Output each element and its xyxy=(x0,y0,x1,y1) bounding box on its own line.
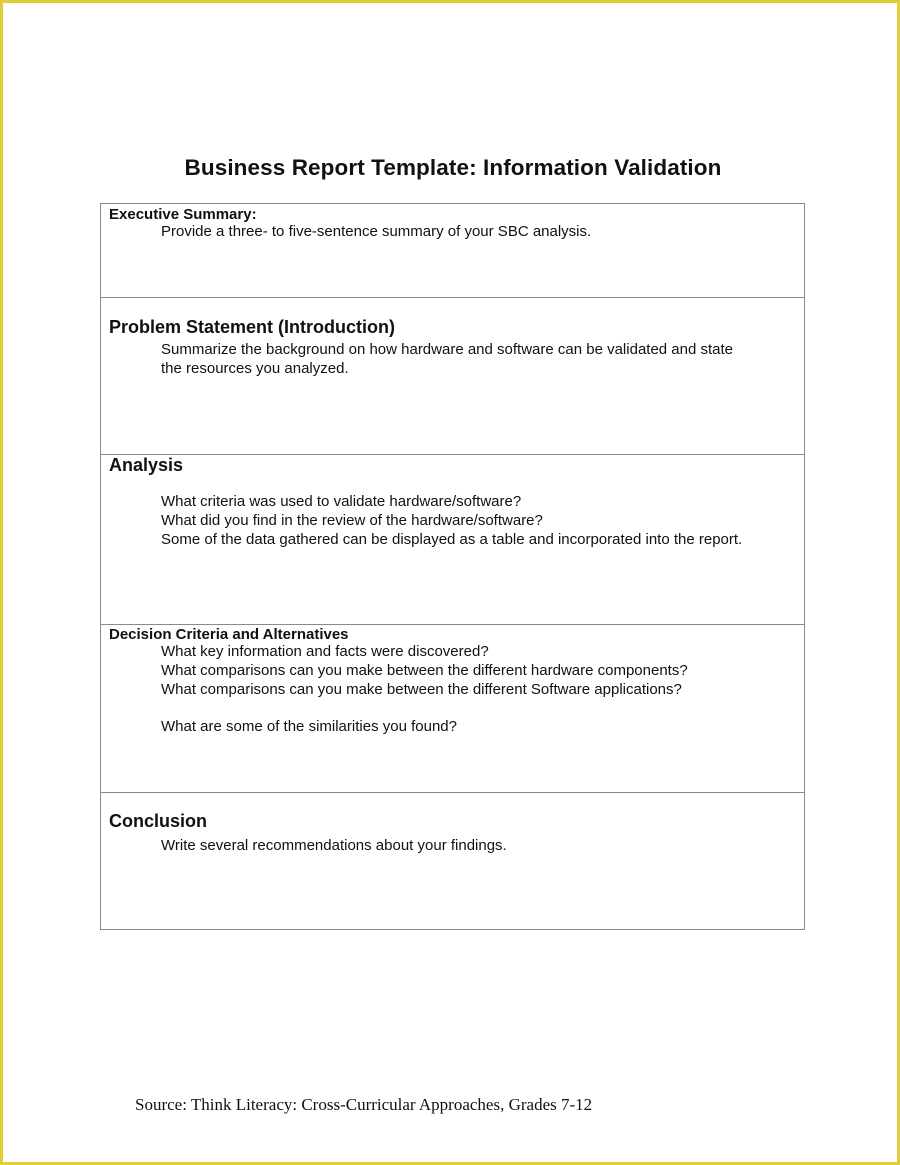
body-line: What comparisons can you make between the different hardware components? xyxy=(161,661,688,679)
body-line: What comparisons can you make between the different Software applications? xyxy=(161,680,682,698)
report-table xyxy=(100,203,805,930)
section-body xyxy=(161,223,794,242)
section-analysis xyxy=(101,455,804,625)
section-executive-summary xyxy=(101,204,804,298)
section-body xyxy=(161,493,794,549)
section-decision-criteria xyxy=(101,625,804,793)
page-title: Business Report Template: Information Validation xyxy=(184,155,722,180)
section-heading: Conclusion xyxy=(109,811,207,831)
body-line: What criteria was used to validate hardware/software? xyxy=(161,493,522,510)
section-problem-statement xyxy=(101,298,804,455)
section-heading: Decision Criteria and Alternatives xyxy=(109,626,349,643)
body-line: Summarize the background on how hardware and software can be validated and state xyxy=(161,341,734,358)
source-citation: Source: Think Literacy: Cross-Curricular Approaches, Grades 7-12 xyxy=(135,1095,593,1114)
section-body xyxy=(161,643,794,737)
body-line: Some of the data gathered can be displayed as a table and incorporated into the report. xyxy=(161,530,743,548)
body-line: What did you find in the review of the hardware/software? xyxy=(161,511,543,529)
body-line: Provide a three- to five-sentence summary of your SBC analysis. xyxy=(161,223,592,240)
section-heading: Problem Statement (Introduction) xyxy=(109,317,396,337)
section-body xyxy=(161,341,794,379)
section-body xyxy=(161,837,794,856)
section-heading: Executive Summary: xyxy=(109,206,257,223)
body-line: What are some of the similarities you found? xyxy=(161,718,457,736)
section-conclusion xyxy=(101,793,804,929)
blank-line xyxy=(161,699,794,718)
section-heading: Analysis xyxy=(109,455,184,475)
body-line: the resources you analyzed. xyxy=(161,359,349,377)
body-line: What key information and facts were discovered? xyxy=(161,643,489,660)
body-line: Write several recommendations about your findings. xyxy=(161,837,507,854)
